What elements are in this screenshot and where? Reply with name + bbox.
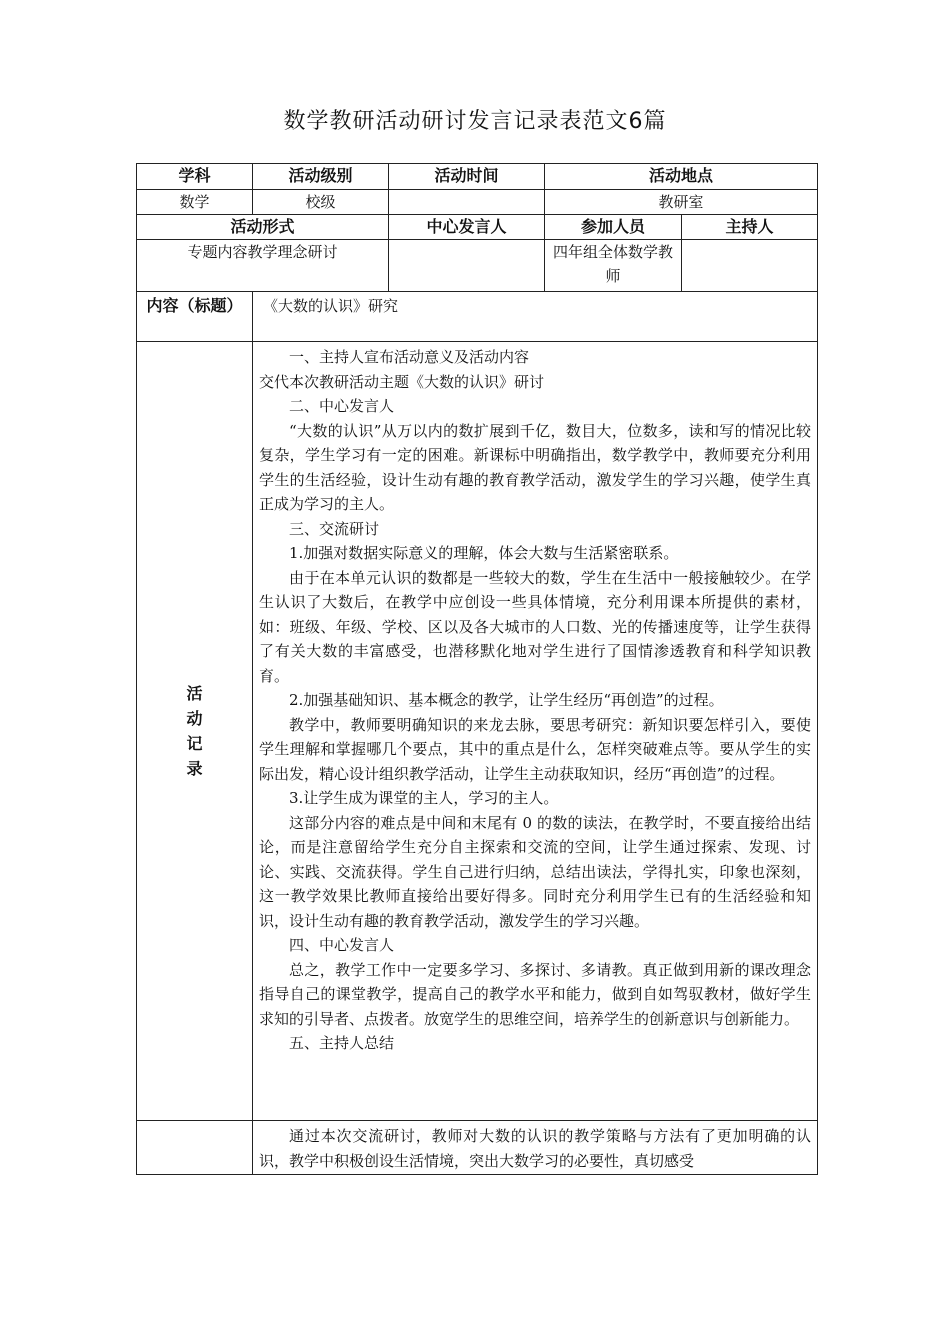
record-paragraph: 四、中心发言人: [289, 936, 395, 954]
record-paragraph: 由于在本单元认识的数都是一些较大的数，学生在生活中一般接触较少。在学生认识了大数后，在教学中应创设一些具体情境，充分利用课本所提供的素材，如：班级、年级、学校、区以及各大城市的人口数、光的传播速度等，让学生获得了有关大数的丰富感受，也潜移默化地对学生进行了国情渗透教育和科学知识教育。: [259, 568, 812, 685]
record-paragraph: 五、主持人总结: [289, 1034, 395, 1052]
record-paragraph: 三、交流研讨: [289, 519, 380, 538]
record-label-char: 记: [186, 734, 203, 753]
record-paragraph: 二、中心发言人: [289, 397, 395, 415]
header-row-1: [137, 164, 818, 190]
record-paragraph: 2.加强基础知识、基本概念的教学，让学生经历“再创造”的过程。: [289, 691, 724, 709]
record-paragraph: 总之，教学工作中一定要多学习、多探讨、多请教。真正做到用新的课改理念指导自己的课堂教学，提高自己的教学水平和能力，做到自如驾驭教材，做好学生求知的引导者、点拨者。放宽学生的思维空间，培养学生的创新意识与创新能力。: [259, 960, 812, 1028]
header-speaker: 中心发言人: [389, 215, 545, 240]
value-location: 教研室: [545, 190, 818, 215]
value-speaker: [389, 240, 545, 292]
header-host: 主持人: [682, 215, 818, 240]
record-body: [259, 345, 811, 1120]
header-participants: 参加人员: [545, 215, 682, 240]
record-table: [136, 163, 818, 1175]
summary-text: 通过本次交流研讨，教师对大数的认识的教学策略与方法有了更加明确的认识，教学中积极创设生活情境，突出大数学习的必要性，真切感受: [259, 1127, 812, 1170]
record-label: [137, 342, 253, 1121]
record-paragraph: 1.加强对数据实际意义的理解，体会大数与生活紧密联系。: [289, 544, 679, 562]
record-paragraph: 3.让学生成为课堂的主人，学习的主人。: [289, 789, 559, 807]
header-subject: 学科: [137, 164, 253, 190]
value-subject: 数学: [137, 190, 253, 215]
header-level: 活动级别: [253, 164, 389, 190]
content-title: 《大数的认识》研究: [253, 292, 818, 342]
header-row-2: [137, 215, 818, 240]
record-label-char: 录: [186, 759, 203, 778]
summary-body: [259, 1124, 811, 1174]
value-row-1: [137, 190, 818, 215]
content-row: [137, 292, 818, 342]
record-label-char: 活: [186, 684, 203, 703]
summary-content: [253, 1121, 818, 1175]
content-label: 内容（标题）: [137, 292, 253, 342]
value-time: [389, 190, 545, 215]
value-participants: 四年组全体数学教师: [545, 240, 682, 292]
record-paragraph: 交代本次教研活动主题《大数的认识》研讨: [259, 372, 545, 391]
value-host: [682, 240, 818, 292]
record-paragraph: 一、主持人宣布活动意义及活动内容: [289, 348, 530, 366]
record-paragraph: 教学中，教师要明确知识的来龙去脉，要思考研究：新知识要怎样引入，要使学生理解和掌握哪几个要点，其中的重点是什么，怎样突破难点等。要从学生的实际出发，精心设计组织教学活动，让学生主动获取知识，经历“再创造”的过程。: [259, 715, 812, 783]
record-paragraph: 这部分内容的难点是中间和末尾有 0 的数的读法，在教学时，不要直接给出结论，而是注意留给学生充分自主探索和交流的空间，让学生通过探索、发现、讨论、实践、交流获得。学生自己进行归纳，总结出读法，学得扎实，印象也深刻，这一教学效果比教师直接给出要好得多。同时充分利用学生已有的生活经验和知识，设计生动有趣的教育教学活动，激发学生的学习兴趣。: [259, 813, 812, 930]
value-level: 校级: [253, 190, 389, 215]
record-content: [253, 342, 818, 1121]
page-title: 数学教研活动研讨发言记录表范文6篇: [283, 109, 667, 134]
record-label-char: 动: [186, 709, 203, 728]
header-time: 活动时间: [389, 164, 545, 190]
header-location: 活动地点: [545, 164, 818, 190]
record-row: [137, 342, 818, 1121]
value-form: 专题内容教学理念研讨: [137, 240, 389, 292]
header-form: 活动形式: [137, 215, 389, 240]
record-paragraph: “大数的认识”从万以内的数扩展到千亿，数目大，位数多，读和写的情况比较复杂，学生学习有一定的困难。新课标中明确指出，数学教学中，教师要充分利用学生的生活经验，设计生动有趣的教育教学活动，激发学生的学习兴趣，使学生真正成为学习的主人。: [259, 421, 812, 513]
summary-row: [137, 1121, 818, 1175]
value-row-2: [137, 240, 818, 292]
summary-label: [137, 1121, 253, 1175]
